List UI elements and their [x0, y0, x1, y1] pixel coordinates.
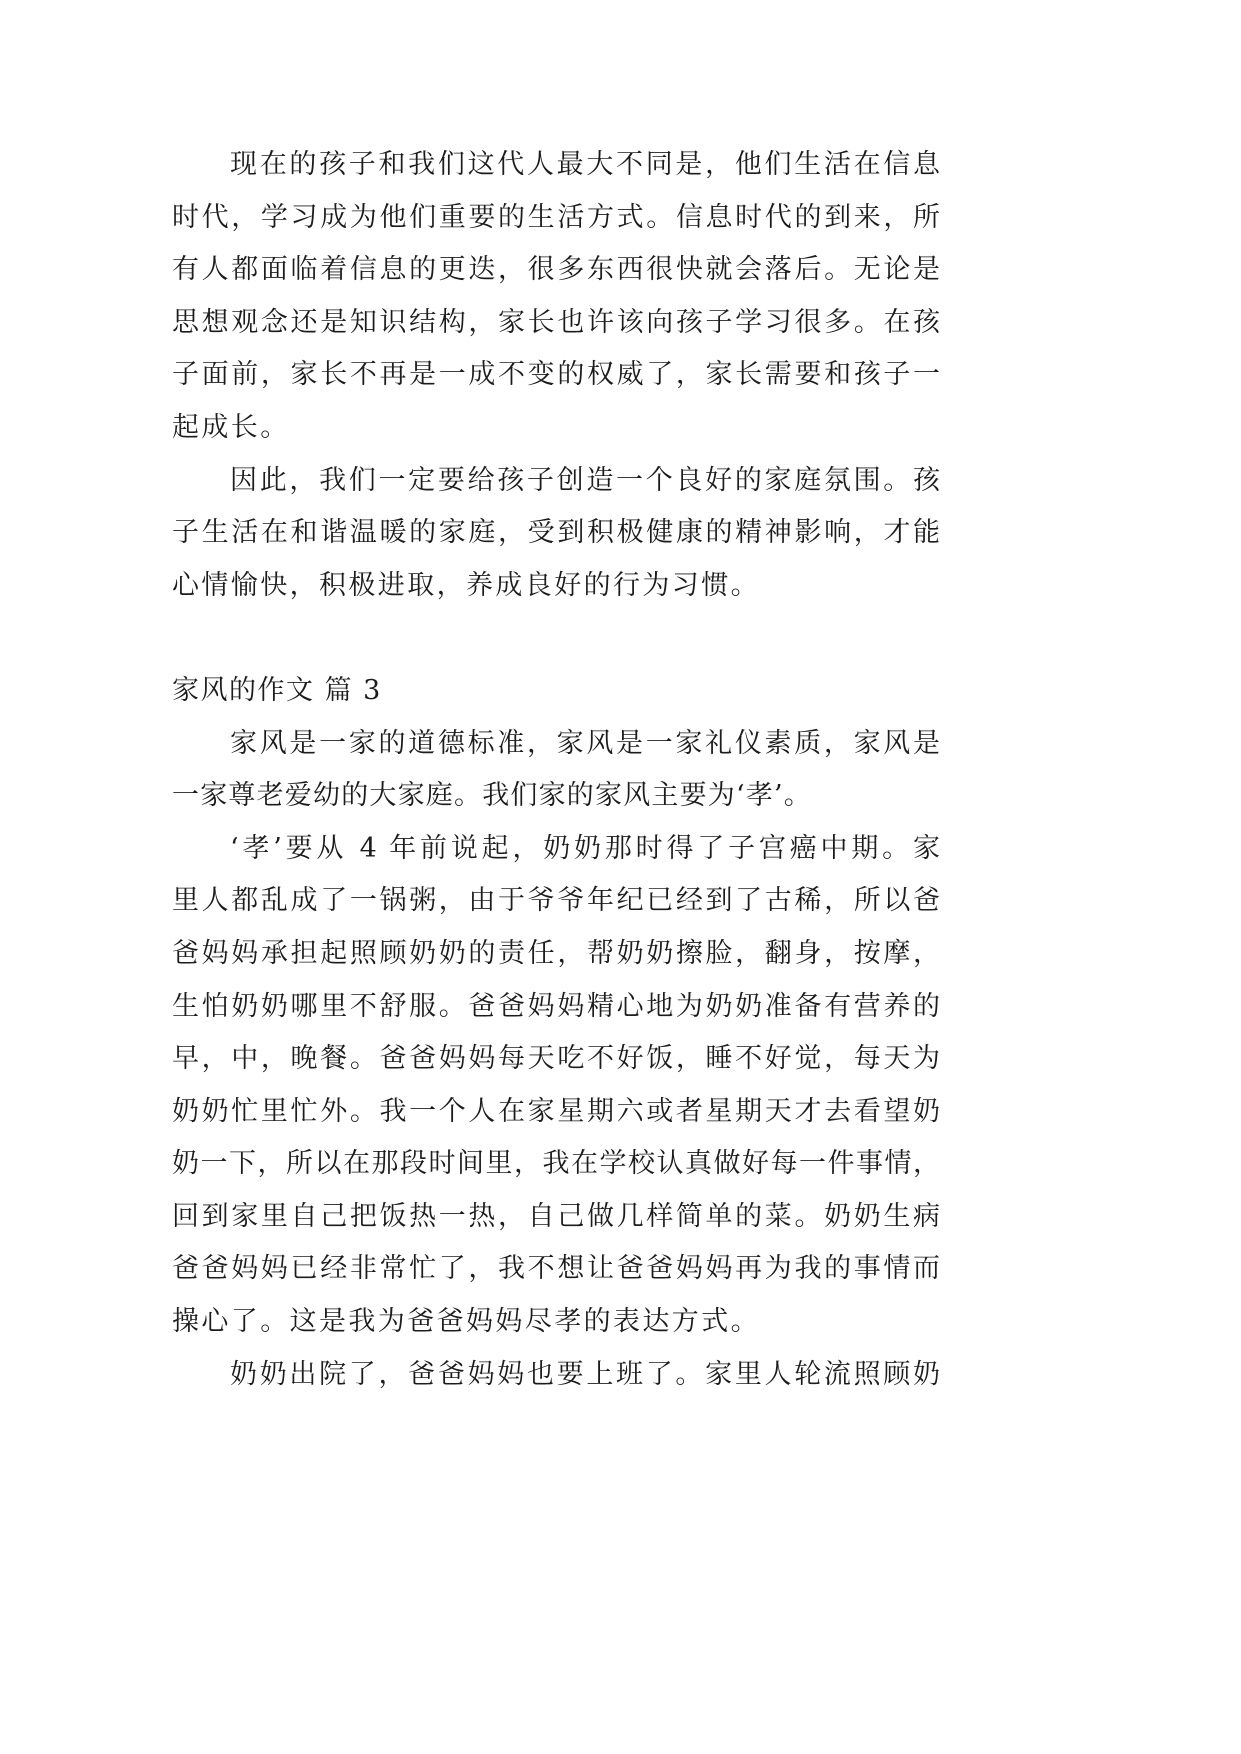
paragraph-line: 回到家里自己把饭热一热，自己做几样简单的菜。奶奶生病	[172, 1200, 940, 1232]
paragraph-line: 子生活在和谐温暖的家庭，受到积极健康的精神影响，才能	[172, 517, 940, 549]
paragraph-line: 有人都面临着信息的更迭，很多东西很快就会落后。无论是	[172, 254, 940, 286]
paragraph	[172, 139, 940, 455]
paragraph	[172, 455, 940, 613]
paragraph-line: 思想观念还是知识结构，家长也许该向孩子学习很多。在孩	[172, 306, 940, 338]
paragraph-line: 因此，我们一定要给孩子创造一个良好的家庭氛围。孩	[230, 464, 940, 496]
paragraph-line: 操心了。这是我为爸爸妈妈尽孝的表达方式。	[172, 1306, 760, 1338]
paragraph-line: 现在的孩子和我们这代人最大不同是，他们生活在信息	[230, 149, 940, 180]
paragraph-line: 家风是一家的道德标准，家风是一家礼仪素质，家风是	[230, 727, 940, 759]
text-column	[172, 139, 940, 1401]
paragraph-line: 爸妈妈承担起照顾奶奶的责任，帮奶奶擦脸，翻身，按摩，	[172, 937, 940, 969]
blank-line	[172, 612, 940, 665]
paragraph-line: 里人都乱成了一锅粥，由于爷爷年纪已经到了古稀，所以爸	[172, 885, 940, 917]
paragraph	[172, 1349, 940, 1402]
paragraph-line: 心情愉快，积极进取，养成良好的行为习惯。	[172, 569, 760, 601]
paragraph-line: ‘孝’要从 4 年前说起，奶奶那时得了子宫癌中期。家	[230, 832, 940, 864]
paragraph-line: 早，中，晚餐。爸爸妈妈每天吃不好饭，睡不好觉，每天为	[172, 1043, 940, 1075]
section-heading: 家风的作文 篇 3	[172, 674, 382, 706]
paragraph-line: 一家尊老爱幼的大家庭。我们家的家风主要为‘孝’。	[172, 780, 812, 812]
paragraph	[172, 823, 940, 1349]
paragraph	[172, 718, 940, 823]
paragraph-line: 起成长。	[172, 411, 290, 443]
paragraph-line: 子面前，家长不再是一成不变的权威了，家长需要和孩子一	[172, 359, 940, 391]
paragraph-line: 奶奶忙里忙外。我一个人在家星期六或者星期天才去看望奶	[172, 1095, 940, 1127]
paragraph-line: 生怕奶奶哪里不舒服。爸爸妈妈精心地为奶奶准备有营养的	[172, 990, 940, 1022]
paragraph-line: 时代，学习成为他们重要的生活方式。信息时代的到来，所	[172, 201, 940, 233]
paragraph-line: 奶奶出院了，爸爸妈妈也要上班了。家里人轮流照顾奶	[230, 1358, 940, 1390]
paragraph-line: 爸爸妈妈已经非常忙了，我不想让爸爸妈妈再为我的事情而	[172, 1253, 940, 1285]
paragraph-line: 奶一下，所以在那段时间里，我在学校认真做好每一件事情，	[172, 1148, 940, 1180]
